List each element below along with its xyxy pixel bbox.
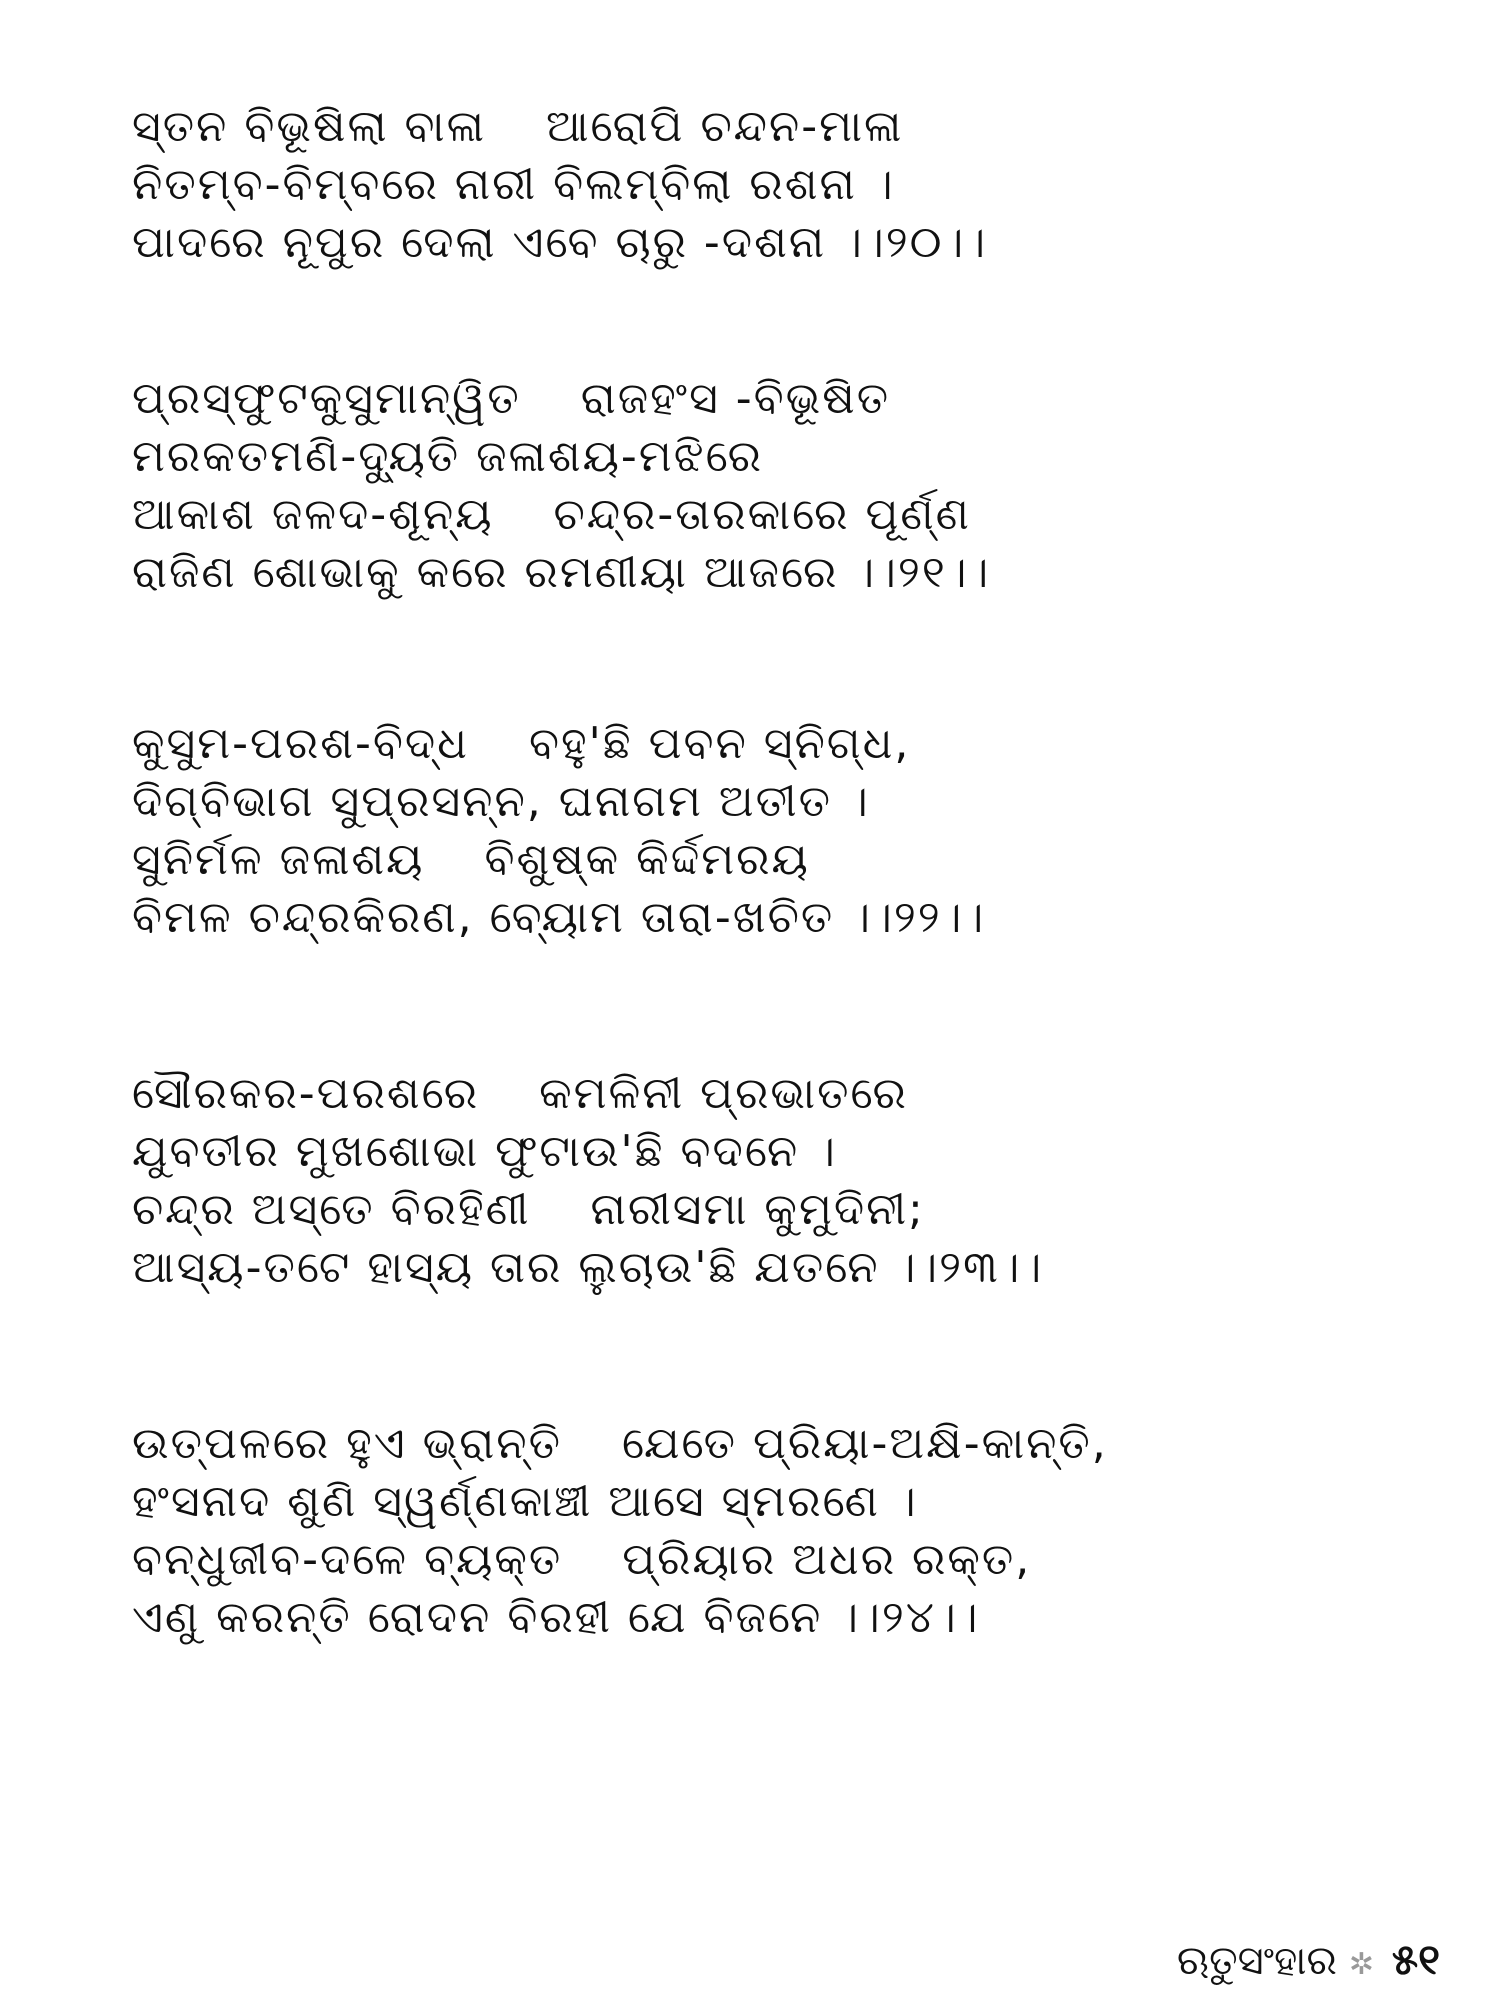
verse-segment: ହଂସନାଦ ଶୁଣି ସ୍ୱର୍ଣ୍ଣକାଞ୍ଚୀ ଆସେ ସ୍ମରଣେ । [132, 1476, 918, 1527]
verse-segment: ବିଶୁଷ୍କ କିର୍ଦ୍ଦମରୟ [484, 834, 810, 885]
verse-line [132, 156, 1332, 214]
verse-line [132, 889, 1332, 947]
verse-segment: ଆସ୍ୟ-ତଟେ ହାସ୍ୟ ତାର ଲୁଚାଉ'ଛି ଯତନେ ।।୨୩।। [132, 1242, 1044, 1293]
verse-segment: ଦିଗ୍‌ବିଭାଗ ସୁପ୍ରସନ୍ନ, ଘନାଗମ ଅତୀତ । [132, 776, 870, 827]
verse-segment: ବହୁ'ଛି ପବନ ସ୍ନିଗ୍ଧ, [528, 718, 911, 769]
verse-line [132, 1473, 1332, 1531]
verse-line [132, 1589, 1332, 1647]
verse-segment: ରାଜହଂସ -ବିଭୂଷିତ [580, 373, 891, 424]
verse-segment: କମଳିନୀ ପ୍ରଭାତରେ [539, 1068, 908, 1119]
verse-line [132, 544, 1332, 602]
verse-segment: ଚନ୍ଦ୍ର ଅସ୍ତେ ବିରହିଣୀ [132, 1184, 531, 1235]
verse-segment: ସ୍ତନ ବିଭୂଷିଲା ବାଳା [132, 101, 486, 152]
verse-line [132, 1123, 1332, 1181]
verse-segment: ଚନ୍ଦ୍ର-ତାରକାରେ ପୂର୍ଣ୍ଣ [553, 489, 971, 540]
verse-line [132, 486, 1332, 544]
verse-segment: ପାଦରେ ନୂପୁର ଦେଲା ଏବେ ଚାରୁ -ଦଶନା ।।୨୦।। [132, 217, 988, 268]
verse-segment: ସୁନିର୍ମଳ ଜଳାଶୟ [132, 834, 425, 885]
verse-segment: ନିତମ୍ବ-ବିମ୍ବରେ ନାରୀ ବିଲମ୍ବିଲା ରଶନା । [132, 159, 895, 210]
verse-segment: ରାଜିଣ ଶୋଭାକୁ କରେ ରମଣୀୟା ଆଜରେ ।।୨୧।। [132, 547, 991, 598]
verse-segment: ଆରୋପି ଚନ୍ଦନ-ମାଳା [545, 101, 904, 152]
book-title: ଋତୁସଂହାର [1176, 1938, 1337, 1984]
verse-line [132, 1239, 1332, 1297]
verse-line [132, 1415, 1332, 1473]
verse-line [132, 1181, 1332, 1239]
verse-segment: ଆକାଶ ଜଳଦ-ଶୂନ୍ୟ [132, 489, 494, 540]
verse-segment: ବିମଳ ଚନ୍ଦ୍ରକିରଣ, ବ୍ୟୋମ ତାରା-ଖଚିତ ।।୨୨।। [132, 892, 986, 943]
verse-line [132, 370, 1332, 428]
verse-segment: ଏଣୁ କରନ୍ତି ରୋଦନ ବିରହୀ ଯେ ବିଜନେ ।।୨୪।। [132, 1592, 980, 1643]
verse-line [132, 773, 1332, 831]
verse-line [132, 715, 1332, 773]
verse-line [132, 214, 1332, 272]
verse-segment: ପ୍ରସ୍ଫୁଟକୁସୁମାନ୍ୱିତ [132, 373, 521, 424]
verse-segment: ସୌରକର-ପରଶରେ [132, 1068, 480, 1119]
verse-line [132, 1065, 1332, 1123]
verse-segment: ଯେତେ ପ୍ରିୟା-ଅକ୍ଷି-କାନ୍ତି, [621, 1418, 1108, 1469]
verse-line [132, 428, 1332, 486]
verse-segment: ଉତ୍ପଳରେ ହୁଏ ଭ୍ରାନ୍ତି [132, 1418, 562, 1469]
verse-segment: ମରକତମଣି-ଦ୍ୟୁତି ଜଳାଶୟ-ମଝିରେ [132, 431, 763, 482]
verse-segment: ନାରୀସମା କୁମୁଦିନୀ; [590, 1184, 925, 1235]
verse-segment: କୁସୁମ-ପରଶ-ବିଦ୍ଧ [132, 718, 469, 769]
verse-line [132, 831, 1332, 889]
verse-segment: ବନ୍ଧୁଜୀବ-ଦଳେ ବ୍ୟକ୍ତ [132, 1534, 563, 1585]
stanza-20 [132, 98, 1332, 272]
verse-line [132, 1531, 1332, 1589]
stanza-24 [132, 1415, 1332, 1647]
stanza-22 [132, 715, 1332, 947]
ornament-icon: ✲ [1348, 1947, 1374, 1982]
verse-segment: ଯୁବତୀର ମୁଖଶୋଭା ଫୁଟାଉ'ଛି ବଦନେ । [132, 1126, 837, 1177]
verse-segment: ପ୍ରିୟାର ଅଧର ରକ୍ତ, [622, 1534, 1032, 1585]
stanza-23 [132, 1065, 1332, 1297]
page-footer [1177, 1935, 1440, 1985]
verse-line [132, 98, 1332, 156]
page-number: ୫୧ [1391, 1935, 1440, 1984]
stanza-21 [132, 370, 1332, 602]
